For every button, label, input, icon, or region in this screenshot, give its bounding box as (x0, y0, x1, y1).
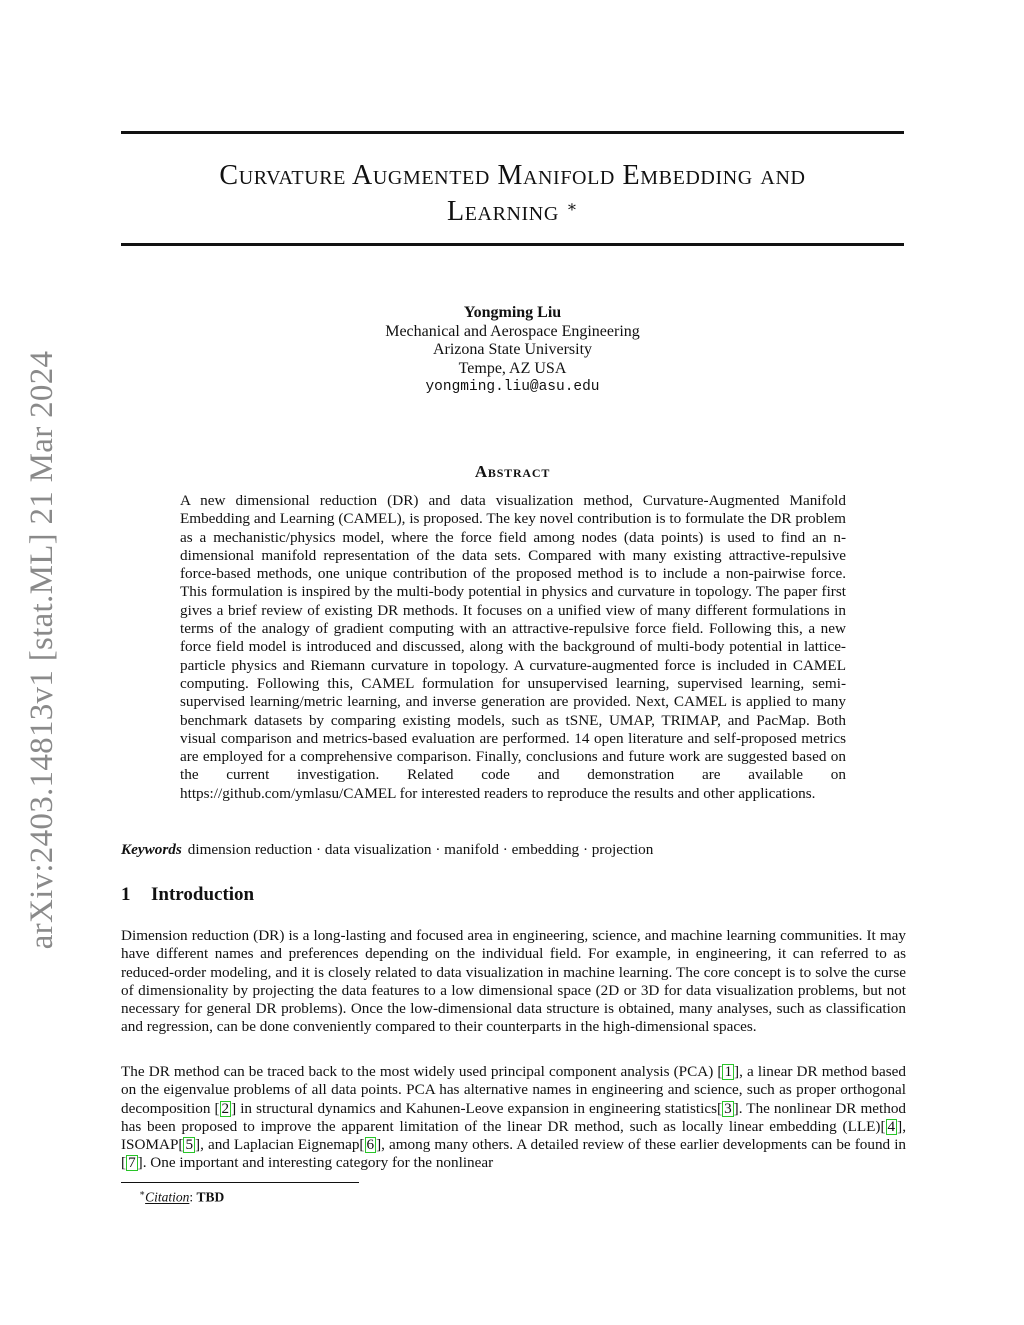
intro-paragraph-2 (121, 1063, 906, 1173)
footnote-mark: ∗ (139, 1188, 146, 1198)
citation-link[interactable]: 3 (724, 1099, 732, 1117)
p2-text: ], ISOMAP[ (121, 1117, 906, 1154)
p2-text: ] in structural dynamics and Kahunen-Leove expansion in engineering statistics[ (231, 1099, 723, 1117)
author-block (121, 304, 904, 397)
paper-title (121, 158, 904, 230)
footnote-rule (121, 1182, 359, 1183)
citation-link[interactable]: 6 (366, 1136, 375, 1154)
p2-text: ], a linear DR method based on the eigenvalue problems of all data points. PCA has alternative names in engineering and science, such as proper orthogonal decomposition [ (121, 1063, 906, 1117)
author-university: Arizona State University (432, 341, 593, 358)
p2-text: ], and Laplacian Eignemap[ (195, 1136, 365, 1154)
abstract-text: A new dimensional reduction (DR) and data visualization method, Curvature-Augmented Manifold Embedding and Learning (CAMEL), is proposed. The key novel contribution is to formulate the DR problem as a mechanistic/physics model, where the force field among nodes (data points) is used to find an n-dimensional manifold representation of the data sets. Compared with many existing attractive-repulsive force-based methods, one unique contribution of the proposed method is to include a non-pairwise force. This formulation is inspired by the multi-body potential in physics and curvature in topology. The paper first gives a brief review of existing DR methods. It focuses on a unified view of many different formulations in terms of the analogy of gradient computing with an attractive-repulsive force field. Following this, a new force field model is introduced and discussed, along with the background of multi-body potential in lattice-particle physics and Riemann curvature in topology. A curvature-augmented force is included in CAMEL computing. Following this, CAMEL formulation for unsupervised learning, supervised learning, semi-supervised learning/metric learning, and inverse generation are provided. Next, CAMEL is applied to many benchmark datasets by comparing existing models, such as tSNE, UMAP, TRIMAP, and PacMap. Both visual comparison and metrics-based evaluation are performed. 14 open literature and self-proposed metrics are employed for a comprehensive comparison. Finally, conclusions and future work are suggested based on the current investigation. Related code and demonstration are available on https://github.com/ymlasu/CAMEL for interested readers to reproduce the results and other applications. (180, 492, 846, 802)
title-line-2-text: Learning (447, 196, 559, 227)
title-line-2 (121, 194, 904, 230)
abstract-heading: Abstract (474, 462, 551, 481)
keywords-list: dimension reduction · data visualization · manifold · embedding · projection (187, 841, 654, 858)
arxiv-identifier-stamp: arXiv:2403.14813v1 [stat.ML] 21 Mar 2024 (24, 350, 60, 950)
p2-text: The DR method can be traced back to the most widely used principal component analysis (PCA) [ (121, 1063, 723, 1080)
footnote-separator: : (189, 1189, 197, 1205)
footnote (139, 1185, 224, 1206)
author-name: Yongming Liu (463, 304, 562, 321)
section-title: Introduction (151, 884, 255, 905)
title-line-1: Curvature Augmented Manifold Embedding and (219, 160, 806, 191)
footnote-citation-label[interactable]: Citation (145, 1189, 190, 1205)
p2-text: ]. One important and interesting category for the nonlinear (137, 1154, 494, 1172)
citation-link[interactable]: 5 (185, 1136, 194, 1154)
keywords-label: Keywords (121, 841, 182, 858)
section-heading-introduction (121, 884, 904, 906)
intro-paragraph-1: Dimension reduction (DR) is a long-lasting and focused area in engineering, science, and machine learning communities. It may have different names and preferences depending on the individual field. For example, in engineering, it can referred to as reduced-order modeling, and it is closely related to data visualization in machine learning. The core concept is to solve the curse of dimensionality by projecting the data features to a low dimensional space (2D or 3D for data visualization problems, but not necessary for general DR problems). Once the low-dimensional data structure is obtained, many analyses, such as classification and regression, can be done conveniently compared to their counterparts in the high-dimensional spaces. (121, 927, 906, 1036)
author-email[interactable]: yongming.liu@asu.edu (425, 379, 600, 395)
p2-text: ], among many others. A detailed review of these earlier developments can be found in [ (121, 1136, 907, 1172)
citation-link[interactable]: 1 (724, 1063, 733, 1080)
citation-link[interactable]: 2 (221, 1099, 230, 1117)
p2-text: ]. The nonlinear DR method has been proposed to improve the apparent limitation of the linear DR method, such as locally linear embedding (LLE)[ (121, 1099, 907, 1135)
author-location: Tempe, AZ USA (458, 359, 567, 377)
footnote-citation-value: TBD (196, 1189, 225, 1205)
title-top-rule (121, 131, 904, 134)
author-department: Mechanical and Aerospace Engineering (385, 322, 640, 340)
title-bottom-rule (121, 243, 904, 246)
citation-link[interactable]: 7 (128, 1154, 136, 1172)
section-number: 1 (121, 884, 131, 905)
keywords-line (121, 840, 904, 859)
citation-link[interactable]: 4 (887, 1117, 896, 1135)
title-footnote-mark[interactable]: ∗ (566, 199, 578, 216)
